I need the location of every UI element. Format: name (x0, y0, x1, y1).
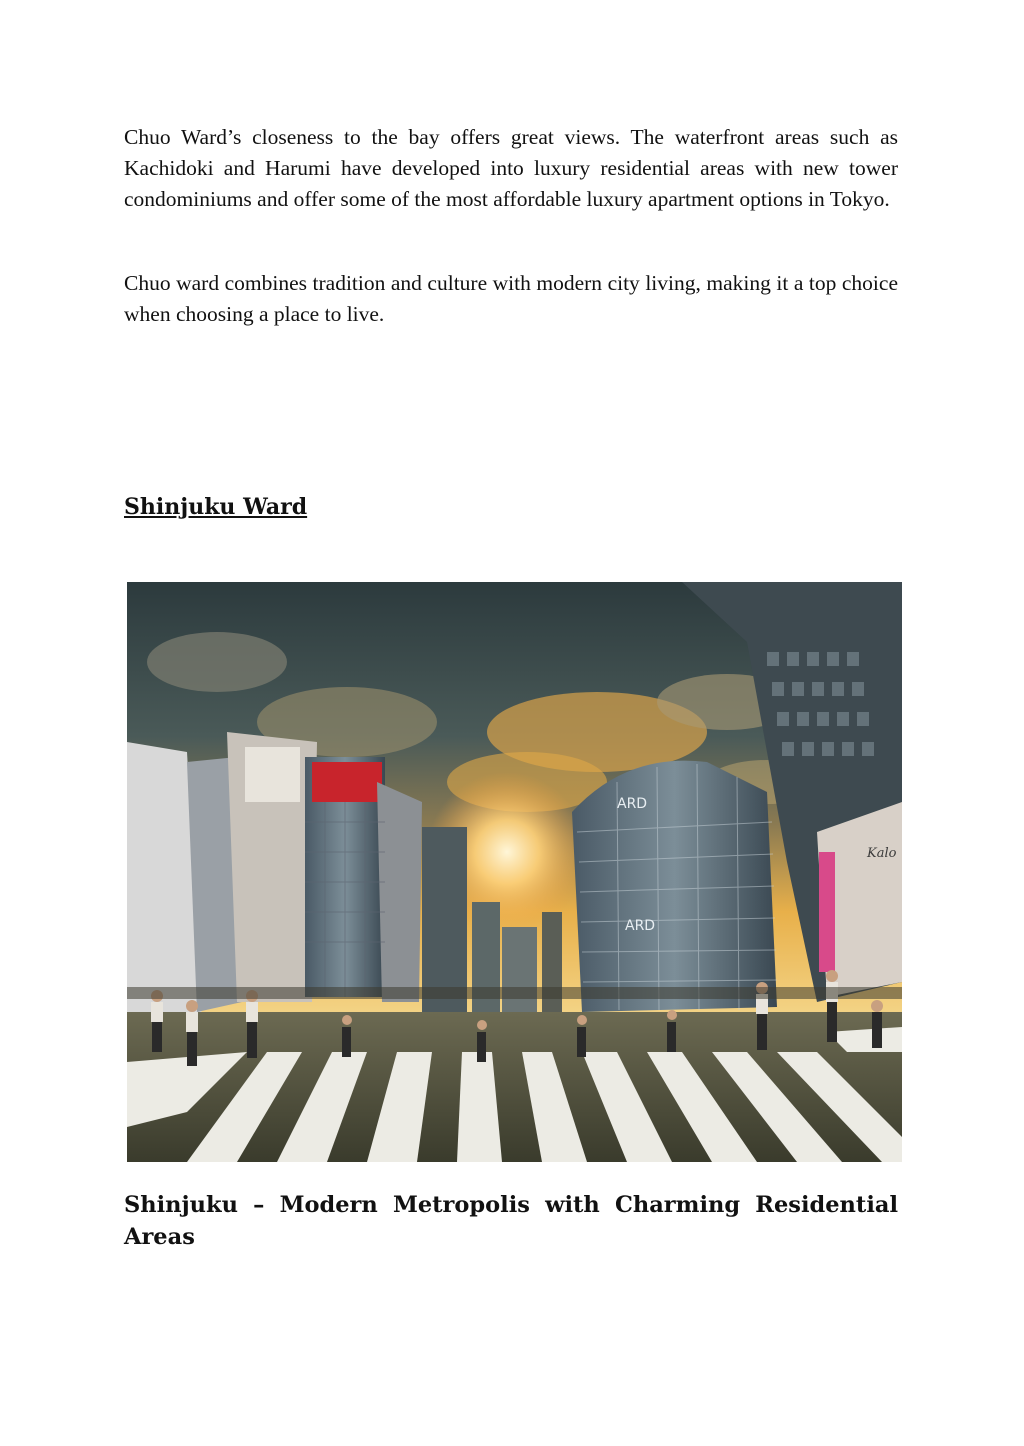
photo-caption: Shinjuku – Modern Metropolis with Charming Residential Areas (124, 1192, 898, 1250)
building-sign-1: ARD (617, 796, 648, 812)
photo-illustration (127, 582, 902, 1162)
building-sign-3: Kalo (867, 846, 897, 861)
paragraph-chuo-waterfront: Chuo Ward’s closeness to the bay offers great views. The waterfront areas such as Kachidoki and Harumi have developed into luxury residential areas with new tower condominiums and offer some of the most affordable luxury apartment options in Tokyo. (124, 125, 898, 212)
shinjuku-crossing-photo (127, 582, 902, 1162)
section-heading-shinjuku: Shinjuku Ward (124, 494, 308, 520)
paragraph-chuo-summary: Chuo ward combines tradition and culture with modern city living, making it a top choice when choosing a place to live. (124, 271, 898, 327)
building-sign-2: ARD (625, 918, 656, 934)
